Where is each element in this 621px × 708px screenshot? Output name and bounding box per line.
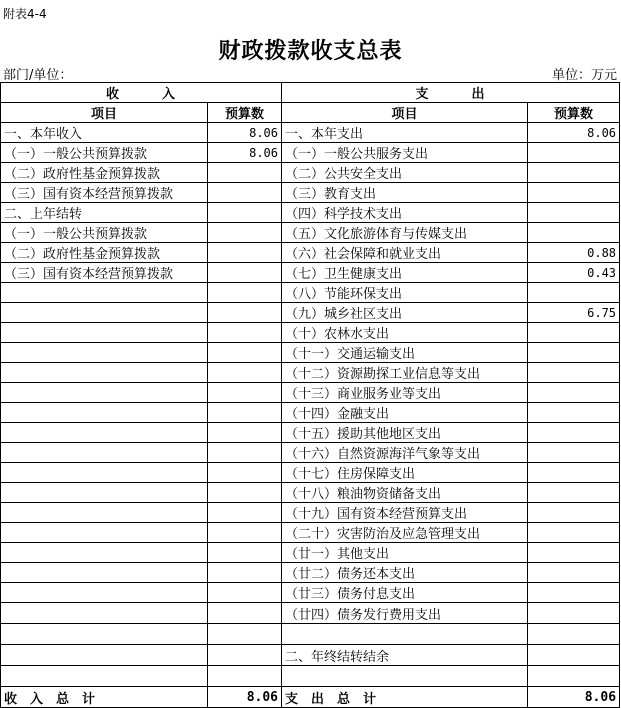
income-value-cell [208,183,282,203]
table-row [1,303,620,323]
expense-item-cell: （二十）灾害防治及应急管理支出 [282,523,528,543]
expense-value-cell [528,183,620,203]
table-row [1,203,620,223]
table-row [1,223,620,243]
income-item-cell: （二）政府性基金预算拨款 [1,163,208,183]
income-item-cell [1,483,208,503]
expense-item-cell: （二）公共安全支出 [282,163,528,183]
table-row [1,645,620,666]
income-value-cell [208,645,282,666]
expense-value-cell [528,563,620,583]
income-value-cell [208,303,282,323]
income-value-cell: 8.06 [208,143,282,163]
table-row [1,163,620,183]
expense-value-cell [528,163,620,183]
table-row [1,483,620,503]
unit-label: 单位：万元 [551,68,617,83]
income-value-cell [208,603,282,624]
table-row [1,123,620,143]
expense-item-cell: （七）卫生健康支出 [282,263,528,283]
table-row [1,523,620,543]
income-item-cell: 二、上年结转 [1,203,208,223]
table-row [1,583,620,603]
income-item-cell [1,463,208,483]
income-value-cell [208,543,282,563]
expense-item-cell: （十三）商业服务业等支出 [282,383,528,403]
income-item-cell [1,563,208,583]
income-item-cell [1,523,208,543]
table-row [1,183,620,203]
income-budget-header: 预算数 [208,103,282,123]
income-item-cell [1,583,208,603]
expense-value-cell [528,463,620,483]
expense-value-cell [528,666,620,687]
income-item-cell [1,283,208,303]
expense-value-cell: 0.43 [528,263,620,283]
expense-item-cell: （十九）国有资本经营预算支出 [282,503,528,523]
expense-section-header: 支 出 [282,83,620,103]
income-item-cell [1,543,208,563]
expense-item-cell: （廿三）债务付息支出 [282,583,528,603]
table-row [1,383,620,403]
expense-item-cell: （廿四）债务发行费用支出 [282,603,528,624]
income-item-cell: 一、本年收入 [1,123,208,143]
expense-item-cell: （十四）金融支出 [282,403,528,423]
expense-item-cell: （十七）住房保障支出 [282,463,528,483]
table-row [1,363,620,383]
income-value-cell [208,163,282,183]
income-section-header: 收 入 [1,83,282,103]
expense-value-cell [528,443,620,463]
income-item-cell [1,363,208,383]
income-value-cell [208,503,282,523]
expense-value-cell [528,203,620,223]
expense-item-cell: （十六）自然资源海洋气象等支出 [282,443,528,463]
income-value-cell [208,243,282,263]
expense-value-cell [528,283,620,303]
expense-item-cell: 二、年终结转结余 [282,645,528,666]
table-row [1,503,620,523]
expense-value-cell [528,503,620,523]
budget-summary-table [0,82,620,708]
total-row [1,687,620,708]
expense-item-cell: （十五）援助其他地区支出 [282,423,528,443]
expense-value-cell [528,403,620,423]
table-row [1,543,620,563]
income-item-cell: （二）政府性基金预算拨款 [1,243,208,263]
income-value-cell [208,463,282,483]
table-row [1,563,620,583]
expense-item-cell: （三）教育支出 [282,183,528,203]
expense-value-cell: 0.88 [528,243,620,263]
income-value-cell [208,323,282,343]
expense-item-header: 项目 [282,103,528,123]
income-value-cell [208,423,282,443]
expense-item-cell: （廿一）其他支出 [282,543,528,563]
income-value-cell [208,203,282,223]
expense-item-cell: （十一）交通运输支出 [282,343,528,363]
column-header-row [1,103,620,123]
expense-item-cell: （五）文化旅游体育与传媒支出 [282,223,528,243]
table-row [1,403,620,423]
expense-value-cell [528,543,620,563]
expense-total-value: 8.06 [528,687,620,708]
table-row [1,603,620,624]
expense-value-cell: 8.06 [528,123,620,143]
table-row [1,666,620,687]
expense-item-cell: （六）社会保障和就业支出 [282,243,528,263]
expense-budget-header: 预算数 [528,103,620,123]
income-item-cell [1,383,208,403]
income-item-header: 项目 [1,103,208,123]
income-item-cell: （一）一般公共预算拨款 [1,223,208,243]
expense-item-cell [282,666,528,687]
expense-value-cell [528,483,620,503]
page-label: 附表4-4 [3,7,47,21]
income-value-cell [208,583,282,603]
expense-value-cell [528,423,620,443]
income-item-cell [1,343,208,363]
expense-item-cell: （十）农林水支出 [282,323,528,343]
income-item-cell: （三）国有资本经营预算拨款 [1,183,208,203]
income-item-cell [1,303,208,323]
income-item-cell [1,503,208,523]
table-row [1,443,620,463]
table-row [1,263,620,283]
expense-item-cell [282,624,528,645]
income-value-cell [208,563,282,583]
income-item-cell [1,403,208,423]
income-value-cell [208,624,282,645]
income-value-cell [208,363,282,383]
expense-value-cell [528,624,620,645]
table-row [1,463,620,483]
income-value-cell [208,403,282,423]
income-item-cell [1,323,208,343]
table-row [1,343,620,363]
income-item-cell [1,645,208,666]
income-value-cell [208,343,282,363]
expense-value-cell [528,383,620,403]
income-item-cell [1,603,208,624]
expense-item-cell: （十二）资源勘探工业信息等支出 [282,363,528,383]
income-item-cell [1,624,208,645]
income-total-label: 收 入 总 计 [1,687,208,708]
expense-item-cell: （廿二）债务还本支出 [282,563,528,583]
expense-item-cell: （一）一般公共服务支出 [282,143,528,163]
income-value-cell [208,223,282,243]
expense-item-cell: 一、本年支出 [282,123,528,143]
department-label: 部门/单位： [3,68,73,83]
income-item-cell: （三）国有资本经营预算拨款 [1,263,208,283]
expense-item-cell: （九）城乡社区支出 [282,303,528,323]
expense-value-cell [528,645,620,666]
income-value-cell [208,443,282,463]
page-title: 财政拨款收支总表 [218,38,403,64]
expense-value-cell [528,603,620,624]
income-value-cell [208,666,282,687]
income-value-cell [208,483,282,503]
expense-value-cell [528,363,620,383]
income-item-cell [1,423,208,443]
income-item-cell [1,443,208,463]
expense-value-cell [528,343,620,363]
table-row [1,624,620,645]
income-item-cell: （一）一般公共预算拨款 [1,143,208,163]
income-value-cell: 8.06 [208,123,282,143]
table-row [1,243,620,263]
expense-item-cell: （十八）粮油物资储备支出 [282,483,528,503]
expense-value-cell [528,223,620,243]
income-value-cell [208,283,282,303]
expense-item-cell: （四）科学技术支出 [282,203,528,223]
expense-value-cell [528,323,620,343]
expense-total-label: 支 出 总 计 [282,687,528,708]
expense-value-cell [528,143,620,163]
section-header-row [1,83,620,103]
expense-value-cell: 6.75 [528,303,620,323]
income-value-cell [208,523,282,543]
expense-item-cell: （八）节能环保支出 [282,283,528,303]
expense-value-cell [528,523,620,543]
income-value-cell [208,263,282,283]
expense-value-cell [528,583,620,603]
income-value-cell [208,383,282,403]
income-item-cell [1,666,208,687]
table-row [1,323,620,343]
table-row [1,143,620,163]
income-total-value: 8.06 [208,687,282,708]
table-row [1,423,620,443]
table-row [1,283,620,303]
